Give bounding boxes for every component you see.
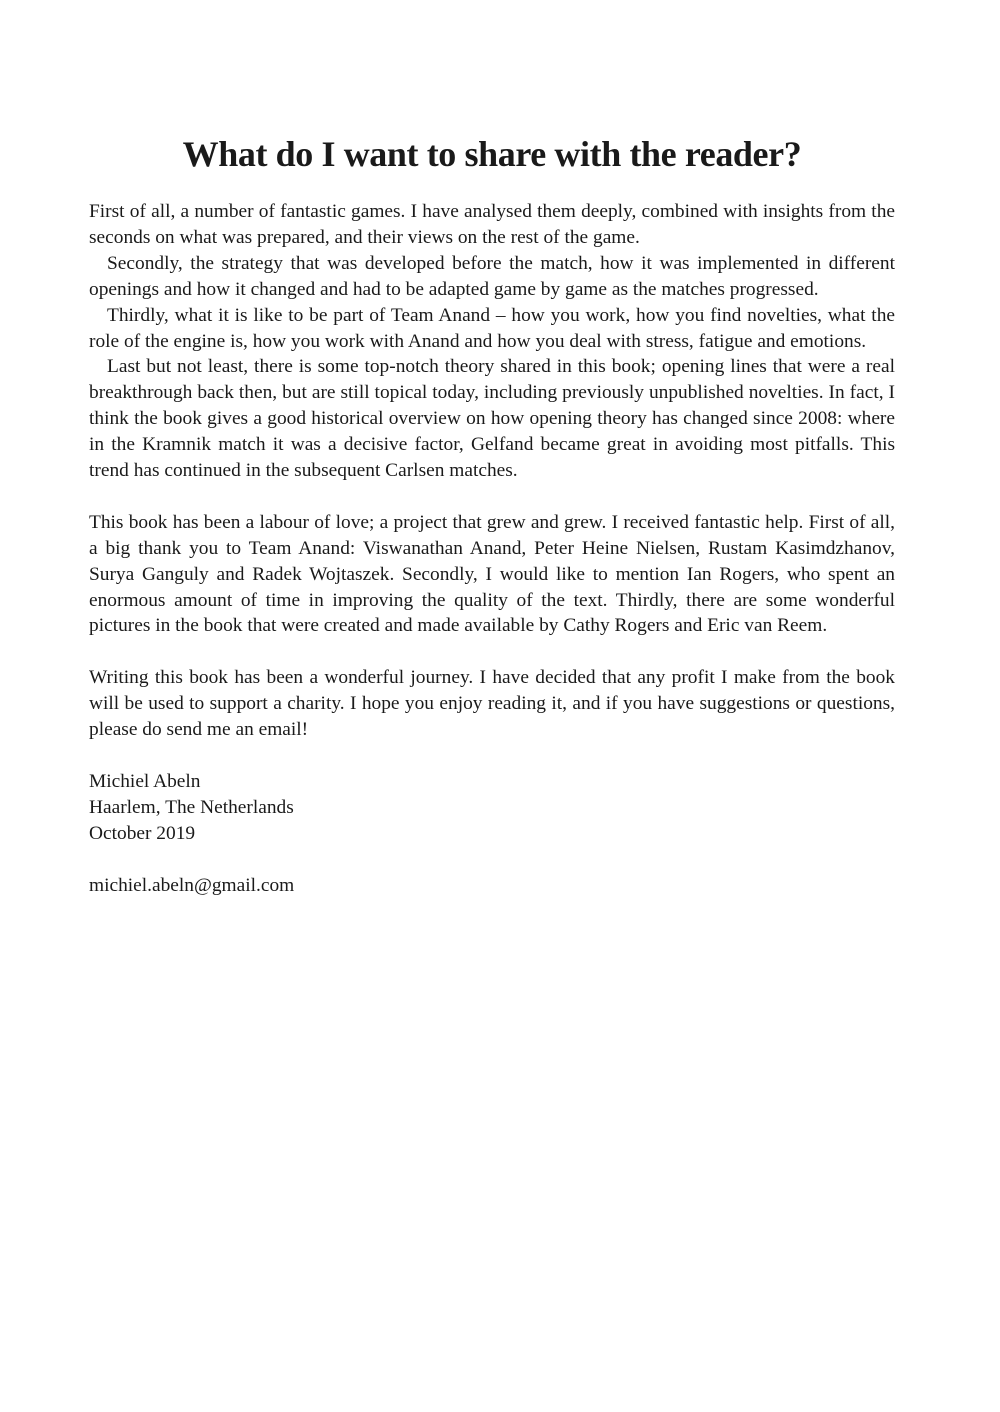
signature-block xyxy=(89,769,895,847)
paragraph-games: First of all, a number of fantastic games. I have analysed them deeply, combined with insights from the seconds on what was prepared, and their views on the rest of the game. xyxy=(89,201,895,248)
paragraph-theory: Last but not least, there is some top-notch theory shared in this book; opening lines that were a real breakthrough back then, but are still topical today, including previously unpublished novelties. In fact, I think the book gives a good historical overview on how opening theory has changed since 2008: where in the Kramnik match it was a decisive factor, Gelfand became great in avoiding most pitfalls. This trend has continued in the subsequent Carlsen matches. xyxy=(89,356,895,482)
paragraph-strategy: Secondly, the strategy that was developed before the match, how it was implemented in different openings and how it changed and had to be adapted game by game as the matches progressed. xyxy=(89,252,895,300)
paragraph-team: Thirdly, what it is like to be part of Team Anand – how you work, how you find novelties, what the role of the engine is, how you work with Anand and how you deal with stress, fatigue and emotions. xyxy=(89,304,895,352)
signature-date: October 2019 xyxy=(89,822,196,844)
paragraph-acknowledgements: This book has been a labour of love; a project that grew and grew. I received fantastic help. First of all, a big thank you to Team Anand: Viswanathan Anand, Peter Heine Nielsen, Rustam Kasimdzhanov, Surya Ganguly and Radek Wojtaszek. Secondly, I would like to mention Ian Rogers, who spent an enormous amount of time in improving the quality of the text. Thirdly, there are some wonderful pictures in the book that were created and made available by Cathy Rogers and Eric van Reem. xyxy=(89,511,895,637)
page-title: What do I want to share with the reader? xyxy=(182,134,802,174)
paragraph-closing: Writing this book has been a wonderful journey. I have decided that any profit I make from the book will be used to support a charity. I hope you enjoy reading it, and if you have suggestions or questions, please do send me an email! xyxy=(89,667,895,741)
author-name: Michiel Abeln xyxy=(89,770,201,792)
body-text xyxy=(89,199,895,898)
author-email: michiel.abeln@gmail.com xyxy=(89,874,295,896)
author-location: Haarlem, The Netherlands xyxy=(89,796,294,818)
